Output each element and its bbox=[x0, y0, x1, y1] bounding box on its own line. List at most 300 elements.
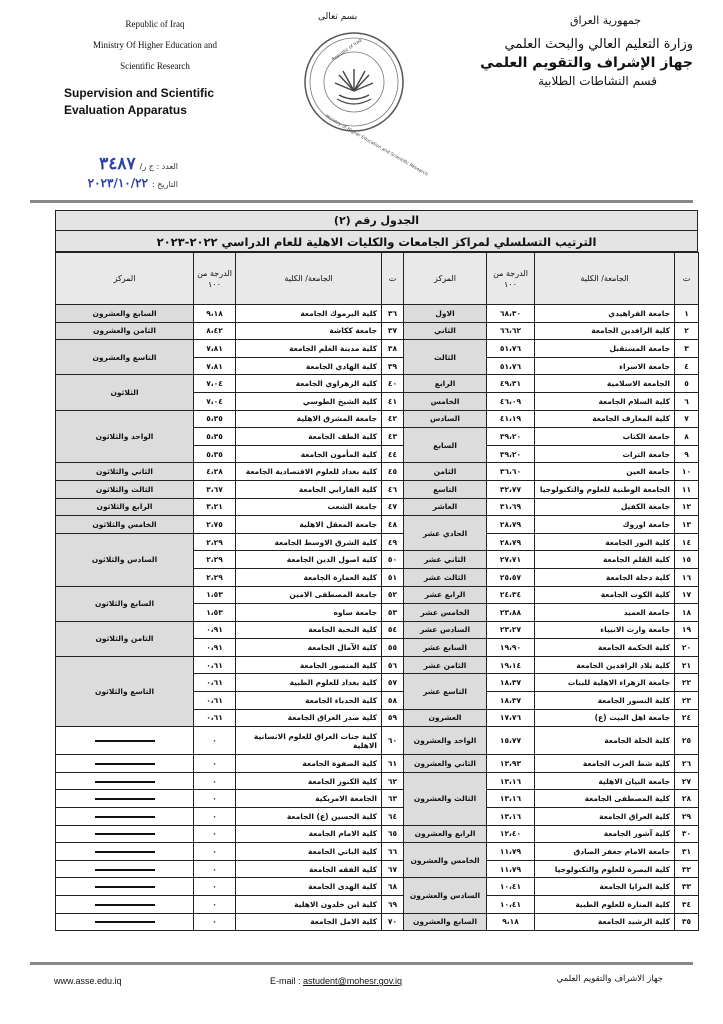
score-a-cell: ٢٨،٧٩ bbox=[487, 516, 535, 534]
score-a-cell: ١١،٧٩ bbox=[487, 843, 535, 861]
seq-a-cell: ٢٦ bbox=[675, 755, 699, 773]
rank-b-empty-cell bbox=[56, 913, 194, 931]
rank-a-cell: السابع والعشرون bbox=[404, 913, 487, 931]
score-a-cell: ٣٩،٢٠ bbox=[487, 445, 535, 463]
table-row bbox=[56, 860, 699, 878]
seq-b-cell: ٤٣ bbox=[382, 428, 404, 446]
seq-a-cell: ٢٢ bbox=[675, 674, 699, 692]
seq-b-cell: ٣٧ bbox=[382, 322, 404, 340]
rank-a-cell: الثالث والعشرون bbox=[404, 772, 487, 825]
college-b-cell: كلية مدينة العلم الجامعة bbox=[236, 340, 382, 358]
republic-line: Republic of Iraq bbox=[125, 19, 185, 29]
college-b-cell: كلية بغداد للعلوم الطبية bbox=[236, 674, 382, 692]
rank-a-cell: السادس والعشرون bbox=[404, 878, 487, 913]
rank-b-cell: السابع والثلاثون bbox=[56, 586, 194, 621]
table-row bbox=[56, 480, 699, 498]
college-a-cell: جامعة اوروك bbox=[535, 516, 675, 534]
score-b-cell: ٠ bbox=[194, 860, 236, 878]
seq-b-cell: ٦٣ bbox=[382, 790, 404, 808]
seq-a-cell: ٣٥ bbox=[675, 913, 699, 931]
score-b-cell: ٠،٩١ bbox=[194, 621, 236, 639]
rank-a-cell: الرابع bbox=[404, 375, 487, 393]
rank-a-cell: السادس bbox=[404, 410, 487, 428]
table-row bbox=[56, 755, 699, 773]
score-a-cell: ١٥،٧٧ bbox=[487, 727, 535, 755]
score-b-cell: ٧،٨١ bbox=[194, 357, 236, 375]
seal-text-2: Ministry of Higher Education and Scientific Research bbox=[324, 114, 429, 178]
seq-a-cell: ١٩ bbox=[675, 621, 699, 639]
score-a-cell: ٤٩،٣١ bbox=[487, 375, 535, 393]
seq-a-cell: ٢٨ bbox=[675, 790, 699, 808]
reference-number bbox=[58, 154, 178, 176]
score-b-cell: ٠ bbox=[194, 913, 236, 931]
footer-email-address[interactable]: astudent@mohesr.gov.iq bbox=[303, 976, 403, 986]
seq-a-cell: ٣٤ bbox=[675, 896, 699, 914]
score-b-cell: ٠،٦١ bbox=[194, 692, 236, 710]
header-rank-a: المركز bbox=[404, 253, 487, 305]
footer-website[interactable]: www.asse.edu.iq bbox=[54, 976, 122, 986]
table-row bbox=[56, 463, 699, 481]
rank-a-cell: الثالث bbox=[404, 340, 487, 375]
college-b-cell: كلية الصفوة الجامعة bbox=[236, 755, 382, 773]
score-a-cell: ٦٨،٣٠ bbox=[487, 305, 535, 323]
college-b-cell: كلية جنات العراق للعلوم الانسانية الاهلية bbox=[236, 727, 382, 755]
score-b-cell: ٣،٢١ bbox=[194, 498, 236, 516]
score-a-cell: ١٣،٩٣ bbox=[487, 755, 535, 773]
score-a-cell: ١١،٧٩ bbox=[487, 860, 535, 878]
college-b-cell: كلية اصول الدين الجامعة bbox=[236, 551, 382, 569]
table-row bbox=[56, 878, 699, 896]
seq-a-cell: ٢٤ bbox=[675, 709, 699, 727]
seq-b-cell: ٤٤ bbox=[382, 445, 404, 463]
table-row bbox=[56, 516, 699, 534]
seq-a-cell: ٢٠ bbox=[675, 639, 699, 657]
seq-a-cell: ٣١ bbox=[675, 843, 699, 861]
seq-a-cell: ٣٢ bbox=[675, 860, 699, 878]
score-b-cell: ٠ bbox=[194, 843, 236, 861]
table-row bbox=[56, 913, 699, 931]
college-b-cell: جامعة المشرق الاهلية bbox=[236, 410, 382, 428]
score-b-cell: ٠،٦١ bbox=[194, 709, 236, 727]
score-b-cell: ١،٥٣ bbox=[194, 586, 236, 604]
college-b-cell: كلية الحدباء الجامعة bbox=[236, 692, 382, 710]
college-b-cell: كلية الزهراوي الجامعة bbox=[236, 375, 382, 393]
reference-number-label: العدد : ج ر/ bbox=[139, 162, 178, 171]
table-row bbox=[56, 375, 699, 393]
college-b-cell: جامعة ككاشة bbox=[236, 322, 382, 340]
score-b-cell: ٠ bbox=[194, 727, 236, 755]
score-b-cell: ٥،٣٥ bbox=[194, 428, 236, 446]
college-a-cell: كلية القلم الجامعة bbox=[535, 551, 675, 569]
apparatus-line-2: Evaluation Apparatus bbox=[64, 103, 187, 117]
seq-b-cell: ٦٧ bbox=[382, 860, 404, 878]
rank-b-cell: الثلاثون bbox=[56, 375, 194, 410]
score-a-cell: ٢٤،٣٤ bbox=[487, 586, 535, 604]
score-a-cell: ١٧،٧٦ bbox=[487, 709, 535, 727]
seq-a-cell: ٥ bbox=[675, 375, 699, 393]
rank-b-empty-cell bbox=[56, 878, 194, 896]
seq-b-cell: ٦٦ bbox=[382, 843, 404, 861]
score-a-cell: ١٨،٣٧ bbox=[487, 674, 535, 692]
rank-b-empty-cell bbox=[56, 772, 194, 790]
college-a-cell: جامعة العين bbox=[535, 463, 675, 481]
college-b-cell: جامعة المعقل الاهلية bbox=[236, 516, 382, 534]
rank-a-cell: العاشر bbox=[404, 498, 487, 516]
ministry-seal-logo bbox=[303, 31, 429, 178]
table-row bbox=[56, 498, 699, 516]
seq-a-cell: ٢ bbox=[675, 322, 699, 340]
table-header-row bbox=[56, 253, 699, 305]
score-b-cell: ٥،٣٥ bbox=[194, 445, 236, 463]
table-row bbox=[56, 843, 699, 861]
rank-b-empty-cell bbox=[56, 825, 194, 843]
seq-b-cell: ٤٥ bbox=[382, 463, 404, 481]
college-b-cell: كلية الفقه الجامعة bbox=[236, 860, 382, 878]
header-college-b: الجامعة/ الكلية bbox=[236, 253, 382, 305]
score-a-cell: ١٩،١٤ bbox=[487, 656, 535, 674]
top-divider bbox=[30, 200, 693, 203]
seq-a-cell: ٢٧ bbox=[675, 772, 699, 790]
seq-a-cell: ٤ bbox=[675, 357, 699, 375]
seq-a-cell: ١٧ bbox=[675, 586, 699, 604]
score-a-cell: ٣٩،٢٠ bbox=[487, 428, 535, 446]
rank-a-cell: الحادي عشر bbox=[404, 516, 487, 551]
seq-a-cell: ١٦ bbox=[675, 568, 699, 586]
college-b-cell: كلية الامل الجامعة bbox=[236, 913, 382, 931]
college-a-cell: جامعة البيان الاهلية bbox=[535, 772, 675, 790]
score-a-cell: ١٠،٤١ bbox=[487, 878, 535, 896]
table-subtitle: الترتيب التسلسلي لمراكز الجامعات والكليات الاهلية للعام الدراسي ٢٠٢٢-٢٠٢٣ bbox=[55, 230, 698, 252]
seq-b-cell: ٥٧ bbox=[382, 674, 404, 692]
seq-a-cell: ٨ bbox=[675, 428, 699, 446]
score-b-cell: ٢،٢٩ bbox=[194, 533, 236, 551]
seq-b-cell: ٦٢ bbox=[382, 772, 404, 790]
score-a-cell: ٤١،١٩ bbox=[487, 410, 535, 428]
score-a-cell: ١٣،١٦ bbox=[487, 790, 535, 808]
college-b-cell: كلية الكنوز الجامعة bbox=[236, 772, 382, 790]
table-row bbox=[56, 410, 699, 428]
college-b-cell: كلية النخبة الجامعة bbox=[236, 621, 382, 639]
rank-b-empty-cell bbox=[56, 727, 194, 755]
rank-dash bbox=[95, 798, 155, 800]
college-a-cell: جامعة الفراهيدي bbox=[535, 305, 675, 323]
score-b-cell: ٠،٩١ bbox=[194, 639, 236, 657]
rank-a-cell: الخامس والعشرون bbox=[404, 843, 487, 878]
seq-b-cell: ٦٩ bbox=[382, 896, 404, 914]
seq-b-cell: ٤٩ bbox=[382, 533, 404, 551]
rank-b-cell: الثامن والعشرون bbox=[56, 322, 194, 340]
rank-b-cell: الثامن والثلاثون bbox=[56, 621, 194, 656]
score-b-cell: ٠ bbox=[194, 790, 236, 808]
seq-a-cell: ١٣ bbox=[675, 516, 699, 534]
college-b-cell: كلية الهدى الجامعة bbox=[236, 878, 382, 896]
score-a-cell: ١٩،٩٠ bbox=[487, 639, 535, 657]
rank-b-empty-cell bbox=[56, 790, 194, 808]
college-b-cell: كلية الطف الجامعة bbox=[236, 428, 382, 446]
seq-b-cell: ٦٤ bbox=[382, 808, 404, 826]
score-a-cell: ١٢،٤٠ bbox=[487, 825, 535, 843]
table-row bbox=[56, 808, 699, 826]
score-b-cell: ٠ bbox=[194, 896, 236, 914]
rank-dash bbox=[95, 886, 155, 888]
seq-b-cell: ٥٣ bbox=[382, 604, 404, 622]
score-b-cell: ٠ bbox=[194, 825, 236, 843]
rank-b-cell: الرابع والثلاثون bbox=[56, 498, 194, 516]
rank-a-cell: الخامس bbox=[404, 392, 487, 410]
college-a-cell: كلية المصطفى الجامعة bbox=[535, 790, 675, 808]
header-college-a: الجامعة/ الكلية bbox=[535, 253, 675, 305]
college-a-cell: كلية آشور الجامعة bbox=[535, 825, 675, 843]
seq-a-cell: ٩ bbox=[675, 445, 699, 463]
table-row bbox=[56, 896, 699, 914]
table-body bbox=[56, 305, 699, 931]
seq-b-cell: ٥٥ bbox=[382, 639, 404, 657]
footer bbox=[30, 970, 693, 994]
college-b-cell: كلية اليرموك الجامعة bbox=[236, 305, 382, 323]
seq-a-cell: ٢١ bbox=[675, 656, 699, 674]
score-a-cell: ١٣،١٦ bbox=[487, 772, 535, 790]
seq-b-cell: ٦٨ bbox=[382, 878, 404, 896]
ministry-line-1: Ministry Of Higher Education and bbox=[93, 40, 217, 50]
score-b-cell: ٠ bbox=[194, 772, 236, 790]
score-a-cell: ٢٣،٨٨ bbox=[487, 604, 535, 622]
score-a-cell: ٣٦،٦٠ bbox=[487, 463, 535, 481]
score-a-cell: ١٣،١٦ bbox=[487, 808, 535, 826]
college-a-cell: كلية دجلة الجامعة bbox=[535, 568, 675, 586]
header-rank-b: المركز bbox=[56, 253, 194, 305]
reference-date bbox=[58, 176, 178, 198]
seq-a-cell: ١٤ bbox=[675, 533, 699, 551]
header-seq-a: ت bbox=[675, 253, 699, 305]
college-b-cell: كلية العمارة الجامعة bbox=[236, 568, 382, 586]
seq-b-cell: ٧٠ bbox=[382, 913, 404, 931]
score-b-cell: ١،٥٣ bbox=[194, 604, 236, 622]
footer-email[interactable] bbox=[270, 976, 402, 986]
rank-dash bbox=[95, 740, 155, 742]
seq-a-cell: ١١ bbox=[675, 480, 699, 498]
seq-a-cell: ٣ bbox=[675, 340, 699, 358]
seq-b-cell: ٤٧ bbox=[382, 498, 404, 516]
table-row bbox=[56, 322, 699, 340]
seq-b-cell: ٣٨ bbox=[382, 340, 404, 358]
rank-dash bbox=[95, 763, 155, 765]
score-a-cell: ٢٨،٧٩ bbox=[487, 533, 535, 551]
seq-a-cell: ١٥ bbox=[675, 551, 699, 569]
college-a-cell: كلية العراق الجامعة bbox=[535, 808, 675, 826]
college-a-cell: جامعة الكتاب bbox=[535, 428, 675, 446]
score-b-cell: ٠،٦١ bbox=[194, 656, 236, 674]
college-a-cell: كلية الرافدين الجامعة bbox=[535, 322, 675, 340]
score-b-cell: ٤،٢٨ bbox=[194, 463, 236, 481]
score-a-cell: ٤٦،٠٩ bbox=[487, 392, 535, 410]
college-b-cell: جامعة ساوه bbox=[236, 604, 382, 622]
ranking-table-container bbox=[55, 210, 698, 931]
seq-b-cell: ٥٤ bbox=[382, 621, 404, 639]
seq-b-cell: ٤٦ bbox=[382, 480, 404, 498]
college-b-cell: كلية الهادي الجامعة bbox=[236, 357, 382, 375]
score-a-cell: ١٨،٣٧ bbox=[487, 692, 535, 710]
bottom-divider bbox=[30, 962, 693, 965]
college-a-cell: كلية السلام الجامعة bbox=[535, 392, 675, 410]
college-b-cell: كلية الباني الجامعة bbox=[236, 843, 382, 861]
ministry-ar: وزارة التعليم العالي والبحث العلمي bbox=[504, 37, 693, 52]
college-a-cell: جامعة المستقبل bbox=[535, 340, 675, 358]
seq-a-cell: ٢٣ bbox=[675, 692, 699, 710]
rank-a-cell: الرابع عشر bbox=[404, 586, 487, 604]
college-b-cell: كلية الفارابي الجامعة bbox=[236, 480, 382, 498]
college-a-cell: كلية النسور الجامعة bbox=[535, 692, 675, 710]
score-a-cell: ٢٥،٥٧ bbox=[487, 568, 535, 586]
rank-dash bbox=[95, 851, 155, 853]
seq-a-cell: ٦ bbox=[675, 392, 699, 410]
table-row bbox=[56, 621, 699, 639]
rank-b-cell: التاسع والثلاثون bbox=[56, 656, 194, 726]
college-a-cell: كلية شط العرب الجامعة bbox=[535, 755, 675, 773]
rank-dash bbox=[95, 781, 155, 783]
score-b-cell: ٩،١٨ bbox=[194, 305, 236, 323]
college-a-cell: جامعة الكفيل bbox=[535, 498, 675, 516]
rank-a-cell: التاسع عشر bbox=[404, 674, 487, 709]
score-b-cell: ٢،٢٩ bbox=[194, 568, 236, 586]
college-a-cell: كلية الحكمة الجامعة bbox=[535, 639, 675, 657]
rank-b-cell: الثالث والثلاثون bbox=[56, 480, 194, 498]
score-a-cell: ٥١،٧٦ bbox=[487, 340, 535, 358]
table-title: الجدول رقم (٢) bbox=[55, 210, 698, 230]
rank-b-cell: الواحد والثلاثون bbox=[56, 410, 194, 463]
rank-b-cell: الثاني والثلاثون bbox=[56, 463, 194, 481]
rank-a-cell: الثامن عشر bbox=[404, 656, 487, 674]
college-a-cell: جامعة الامام جعفر الصادق bbox=[535, 843, 675, 861]
seq-b-cell: ٥١ bbox=[382, 568, 404, 586]
reference-block bbox=[58, 154, 178, 198]
ranking-table bbox=[55, 252, 699, 931]
college-a-cell: كلية الحلة الجامعة bbox=[535, 727, 675, 755]
seq-b-cell: ٦٥ bbox=[382, 825, 404, 843]
table-row bbox=[56, 772, 699, 790]
seq-a-cell: ٢٥ bbox=[675, 727, 699, 755]
seq-a-cell: ٣٣ bbox=[675, 878, 699, 896]
rank-a-cell: الثامن bbox=[404, 463, 487, 481]
rank-a-cell: التاسع bbox=[404, 480, 487, 498]
seq-a-cell: ٣٠ bbox=[675, 825, 699, 843]
seq-a-cell: ١٠ bbox=[675, 463, 699, 481]
seq-b-cell: ٦١ bbox=[382, 755, 404, 773]
table-row bbox=[56, 340, 699, 358]
score-b-cell: ٣،٦٧ bbox=[194, 480, 236, 498]
table-row bbox=[56, 656, 699, 674]
score-a-cell: ٣١،٦٩ bbox=[487, 498, 535, 516]
table-row bbox=[56, 790, 699, 808]
seq-b-cell: ٥٠ bbox=[382, 551, 404, 569]
college-b-cell: كلية الامام الجامعة bbox=[236, 825, 382, 843]
rank-a-cell: الثاني bbox=[404, 322, 487, 340]
seq-b-cell: ٥٨ bbox=[382, 692, 404, 710]
header-seq-b: ت bbox=[382, 253, 404, 305]
college-b-cell: كلية الشيخ الطوسي bbox=[236, 392, 382, 410]
seq-b-cell: ٣٦ bbox=[382, 305, 404, 323]
seq-a-cell: ١ bbox=[675, 305, 699, 323]
college-a-cell: كلية المنارة للعلوم الطبية bbox=[535, 896, 675, 914]
score-b-cell: ٢،٧٥ bbox=[194, 516, 236, 534]
reference-date-label: التاريخ : bbox=[151, 180, 178, 189]
seq-b-cell: ٤٢ bbox=[382, 410, 404, 428]
college-a-cell: كلية الكوت الجامعة bbox=[535, 586, 675, 604]
college-b-cell: الجامعة الامريكية bbox=[236, 790, 382, 808]
ministry-line-2: Scientific Research bbox=[120, 61, 190, 71]
rank-a-cell: الاول bbox=[404, 305, 487, 323]
rank-b-empty-cell bbox=[56, 860, 194, 878]
score-a-cell: ٥١،٧٦ bbox=[487, 357, 535, 375]
rank-b-cell: الخامس والثلاثون bbox=[56, 516, 194, 534]
seq-a-cell: ٢٩ bbox=[675, 808, 699, 826]
college-a-cell: جامعة العميد bbox=[535, 604, 675, 622]
college-b-cell: كلية المأمون الجامعة bbox=[236, 445, 382, 463]
score-b-cell: ٠ bbox=[194, 878, 236, 896]
college-a-cell: جامعة التراث bbox=[535, 445, 675, 463]
rank-b-cell: السابع والعشرون bbox=[56, 305, 194, 323]
rank-dash bbox=[95, 816, 155, 818]
seq-a-cell: ٧ bbox=[675, 410, 699, 428]
college-b-cell: جامعة المصطفى الامين bbox=[236, 586, 382, 604]
apparatus-ar: جهاز الإشراف والتقويم العلمي bbox=[480, 55, 693, 71]
score-b-cell: ٨،٤٢ bbox=[194, 322, 236, 340]
college-a-cell: كلية المزايا الجامعة bbox=[535, 878, 675, 896]
rank-b-cell: السادس والثلاثون bbox=[56, 533, 194, 586]
table-row bbox=[56, 533, 699, 551]
apparatus-name bbox=[60, 85, 250, 119]
seq-b-cell: ٤١ bbox=[382, 392, 404, 410]
department-ar: قسم النشاطات الطلابية bbox=[538, 74, 657, 88]
reference-date-value: ٢٠٢٣/١٠/٢٢ bbox=[87, 176, 148, 190]
score-a-cell: ١٠،٤١ bbox=[487, 896, 535, 914]
rank-a-cell: السابع عشر bbox=[404, 639, 487, 657]
seq-a-cell: ١٨ bbox=[675, 604, 699, 622]
rank-a-cell: الرابع والعشرون bbox=[404, 825, 487, 843]
rank-a-cell: الثالث عشر bbox=[404, 568, 487, 586]
score-b-cell: ٠،٦١ bbox=[194, 674, 236, 692]
basmala: بسم تعالى bbox=[318, 12, 358, 22]
college-a-cell: جامعة الزهراء الاهلية للبنات bbox=[535, 674, 675, 692]
header-score-b: الدرجة من ١٠٠ bbox=[194, 253, 236, 305]
college-a-cell: جامعة الاسراء bbox=[535, 357, 675, 375]
score-b-cell: ٥،٣٥ bbox=[194, 410, 236, 428]
college-b-cell: كلية صدر العراق الجامعة bbox=[236, 709, 382, 727]
seal-text-1: Republic of Iraq bbox=[331, 38, 364, 63]
score-b-cell: ٢،٢٩ bbox=[194, 551, 236, 569]
table-row bbox=[56, 586, 699, 604]
rank-a-cell: الثاني عشر bbox=[404, 551, 487, 569]
score-a-cell: ٦٦،٦٢ bbox=[487, 322, 535, 340]
college-a-cell: جامعة اهل البيت (ع) bbox=[535, 709, 675, 727]
college-a-cell: كلية بلاد الرافدين الجامعة bbox=[535, 656, 675, 674]
seq-b-cell: ٥٦ bbox=[382, 656, 404, 674]
apparatus-line-1: Supervision and Scientific bbox=[64, 86, 215, 100]
table-row bbox=[56, 825, 699, 843]
rank-b-cell: التاسع والعشرون bbox=[56, 340, 194, 375]
rank-a-cell: السابع bbox=[404, 428, 487, 463]
college-b-cell: كلية ابن خلدون الاهلية bbox=[236, 896, 382, 914]
score-a-cell: ٢٣،٢٧ bbox=[487, 621, 535, 639]
rank-dash bbox=[95, 869, 155, 871]
college-b-cell: كلية المنصور الجامعة bbox=[236, 656, 382, 674]
table-row bbox=[56, 305, 699, 323]
header-right-arabic bbox=[443, 14, 693, 88]
college-a-cell: كلية البصرة للعلوم والتكنولوجيا bbox=[535, 860, 675, 878]
republic-ar: جمهورية العراق bbox=[569, 14, 641, 27]
rank-b-empty-cell bbox=[56, 755, 194, 773]
footer-email-label: E-mail : bbox=[270, 976, 301, 986]
header-left-english bbox=[60, 14, 250, 119]
